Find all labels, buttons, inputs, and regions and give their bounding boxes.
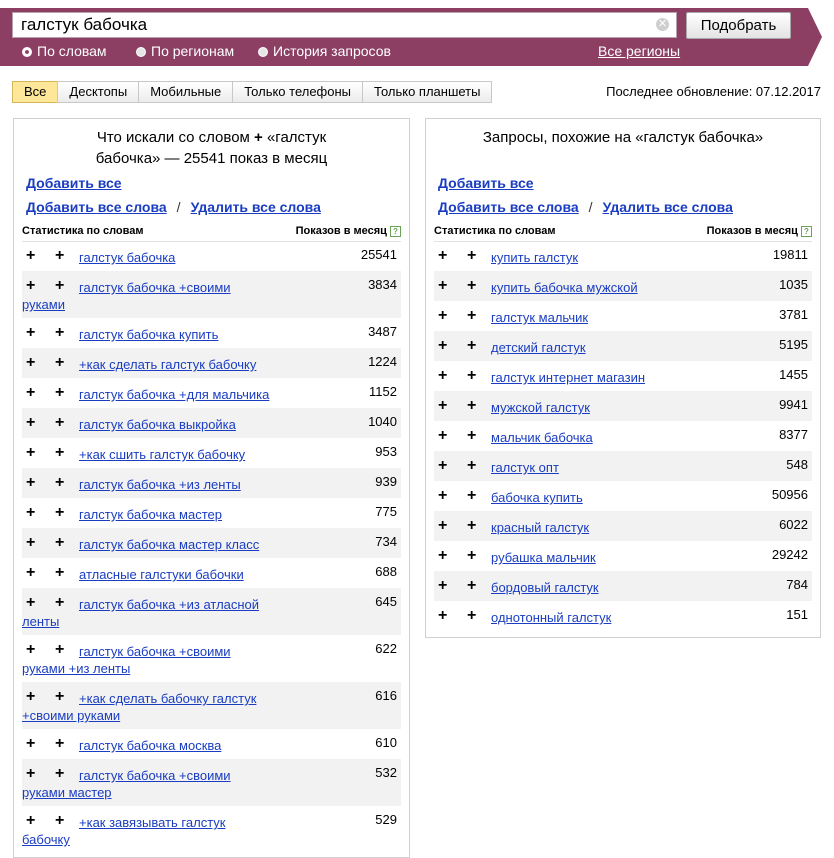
add-keyword-icon[interactable]: + [26,474,36,491]
impressions-count: 1035 [779,277,808,292]
add-keyword-exact-icon[interactable]: + [55,324,65,341]
table-row [22,759,401,806]
add-keyword-exact-icon[interactable]: + [55,534,65,551]
table-row [22,271,401,318]
add-keyword-icon[interactable]: + [438,517,448,534]
add-keyword-icon[interactable]: + [26,688,36,705]
add-keyword-exact-icon[interactable]: + [55,812,65,829]
table-header: Статистика по словам Показов в месяц ? [22,225,401,242]
keyword-link[interactable]: +как сделать бабочку галстук +своими руками [22,691,257,723]
impressions-count: 1152 [369,384,397,399]
impressions-count: 610 [375,735,397,750]
table-row [434,481,812,511]
add-keyword-icon[interactable]: + [438,457,448,474]
impressions-count: 9941 [779,397,808,412]
add-keyword-exact-icon[interactable]: + [467,307,477,324]
add-keyword-icon[interactable]: + [438,547,448,564]
add-all-link[interactable]: Добавить все [26,175,122,191]
add-keyword-exact-icon[interactable]: + [467,427,477,444]
impressions-count: 1040 [368,414,397,429]
add-keyword-exact-icon[interactable]: + [55,247,65,264]
keyword-link[interactable]: галстук бабочка мастер класс [79,537,260,552]
impressions-count: 734 [375,534,397,549]
add-keyword-exact-icon[interactable]: + [55,444,65,461]
impressions-count: 3834 [368,277,397,292]
add-keyword-icon[interactable]: + [26,354,36,371]
radio-icon [136,47,146,57]
table-row [22,806,401,853]
keyword-link[interactable]: бордовый галстук [491,580,599,595]
keyword-link[interactable]: галстук мальчик [491,310,589,325]
table-header: Статистика по словам Показов в месяц ? [434,225,812,242]
tab-phones-only[interactable]: Только телефоны [232,81,363,103]
search-input-value[interactable]: галстук бабочка [21,15,148,34]
help-icon[interactable]: ? [390,226,401,237]
submit-button[interactable]: Подобрать [686,12,791,39]
add-keyword-exact-icon[interactable]: + [467,337,477,354]
table-row [22,408,401,438]
word-actions: Добавить все слова / Удалить все слова [26,199,321,215]
keyword-link[interactable]: +как завязывать галстук бабочку [22,815,226,847]
add-keyword-exact-icon[interactable]: + [467,367,477,384]
impressions-count: 645 [375,594,397,609]
add-keyword-exact-icon[interactable]: + [55,688,65,705]
keyword-link[interactable]: мальчик бабочка [491,430,593,445]
add-keyword-exact-icon[interactable]: + [467,277,477,294]
add-keyword-icon[interactable]: + [26,504,36,521]
add-keyword-icon[interactable]: + [26,765,36,782]
table-row [22,348,401,378]
keyword-link[interactable]: рубашка мальчик [491,550,596,565]
table-row [434,361,812,391]
keyword-link[interactable]: красный галстук [491,520,590,535]
table-row [434,271,812,301]
keyword-link[interactable]: галстук бабочка +своими руками +из ленты [22,644,231,676]
add-keyword-icon[interactable]: + [26,414,36,431]
add-keyword-exact-icon[interactable]: + [467,487,477,504]
add-keyword-icon[interactable]: + [26,735,36,752]
panel-title: Запросы, похожие на «галстук бабочка» [482,129,764,146]
similar-queries-panel [425,118,821,638]
impressions-count: 5195 [779,337,808,352]
add-keyword-icon[interactable]: + [26,812,36,829]
keyword-link[interactable]: мужской галстук [491,400,590,415]
table-row [22,438,401,468]
impressions-count: 3781 [779,307,808,322]
keyword-link[interactable]: атласные галстуки бабочки [79,567,244,582]
table-row [22,635,401,682]
add-keyword-exact-icon[interactable]: + [55,277,65,294]
table-row [434,541,812,571]
add-keyword-icon[interactable]: + [26,444,36,461]
add-all-words-link[interactable]: Добавить все слова [438,199,579,215]
similar-queries-table [434,241,812,631]
search-input[interactable] [12,12,677,38]
add-keyword-icon[interactable]: + [438,487,448,504]
add-keyword-exact-icon[interactable]: + [467,397,477,414]
add-keyword-icon[interactable]: + [26,641,36,658]
add-keyword-exact-icon[interactable]: + [467,577,477,594]
add-keyword-icon[interactable]: + [438,367,448,384]
add-keyword-exact-icon[interactable]: + [55,735,65,752]
tab-mobile[interactable]: Мобильные [138,81,233,103]
add-keyword-icon[interactable]: + [26,384,36,401]
impressions-count: 3487 [368,324,397,339]
table-row [434,451,812,481]
impressions-count: 953 [375,444,397,459]
add-keyword-exact-icon[interactable]: + [467,517,477,534]
keyword-link[interactable]: бабочка купить [491,490,583,505]
table-row [434,301,812,331]
table-row [434,601,812,631]
impressions-count: 532 [375,765,397,780]
impressions-count: 622 [375,641,397,656]
add-keyword-icon[interactable]: + [26,277,36,294]
radio-icon [22,47,32,57]
table-row [434,421,812,451]
add-keyword-exact-icon[interactable]: + [55,414,65,431]
last-update-text: Последнее обновление: 07.12.2017 [606,84,821,99]
add-keyword-icon[interactable]: + [26,534,36,551]
impressions-count: 50956 [771,487,808,502]
keyword-link[interactable]: +как сшить галстук бабочку [79,447,246,462]
add-keyword-icon[interactable]: + [26,594,36,611]
impressions-count: 1224 [368,354,397,369]
mode-by-words[interactable]: По словам [22,43,107,59]
word-stats-panel [13,118,410,858]
table-row [434,571,812,601]
impressions-count: 19811 [772,247,808,262]
keyword-link[interactable]: галстук бабочка москва [79,738,222,753]
impressions-count: 529 [375,812,397,827]
add-keyword-icon[interactable]: + [26,247,36,264]
add-keyword-icon[interactable]: + [26,564,36,581]
table-row [434,391,812,421]
add-keyword-icon[interactable]: + [438,337,448,354]
add-keyword-exact-icon[interactable]: + [467,547,477,564]
keyword-link[interactable]: галстук бабочка +из ленты [79,477,241,492]
add-keyword-icon[interactable]: + [438,397,448,414]
radio-icon [258,47,268,57]
impressions-count: 1455 [779,367,808,382]
table-row [22,729,401,759]
keyword-link[interactable]: галстук бабочка +из атласной ленты [22,597,260,629]
word-stats-table [22,241,401,853]
add-keyword-exact-icon[interactable]: + [467,457,477,474]
remove-all-words-link[interactable]: Удалить все слова [602,199,733,215]
keyword-link[interactable]: галстук бабочка купить [79,327,219,342]
add-keyword-exact-icon[interactable]: + [55,564,65,581]
add-keyword-exact-icon[interactable]: + [55,504,65,521]
tab-all[interactable]: Все [12,81,58,103]
table-row [22,682,401,729]
regions-link[interactable]: Все регионы [598,43,681,59]
keyword-link[interactable]: галстук бабочка [79,250,176,265]
impressions-count: 939 [375,474,397,489]
tab-desktops[interactable]: Десктопы [57,81,139,103]
impressions-count: 688 [375,564,397,579]
remove-all-words-link[interactable]: Удалить все слова [190,199,321,215]
table-row [434,331,812,361]
add-keyword-icon[interactable]: + [438,247,448,264]
add-keyword-exact-icon[interactable]: + [55,641,65,658]
table-row [22,241,401,271]
table-row [22,558,401,588]
table-row [22,498,401,528]
add-keyword-exact-icon[interactable]: + [55,354,65,371]
add-keyword-icon[interactable]: + [26,324,36,341]
keyword-link[interactable]: галстук бабочка +для мальчика [79,387,270,402]
add-keyword-icon[interactable]: + [438,307,448,324]
keyword-link[interactable]: галстук интернет магазин [491,370,646,385]
help-icon[interactable]: ? [801,226,812,237]
keyword-link[interactable]: купить галстук [491,250,579,265]
add-keyword-icon[interactable]: + [438,427,448,444]
add-keyword-exact-icon[interactable]: + [55,594,65,611]
keyword-link[interactable]: детский галстук [491,340,586,355]
impressions-count: 151 [786,607,808,622]
word-actions: Добавить все слова / Удалить все слова [438,199,733,215]
keyword-link[interactable]: купить бабочка мужской [491,280,638,295]
impressions-count: 775 [375,504,397,519]
add-keyword-icon[interactable]: + [438,277,448,294]
impressions-count: 6022 [779,517,808,532]
panel-title: Что искали со словом + «галстук бабочка» — 25541 показ в месяц [95,129,328,167]
add-keyword-icon[interactable]: + [438,607,448,624]
add-keyword-exact-icon[interactable]: + [467,247,477,264]
keyword-link[interactable]: однотонный галстук [491,610,612,625]
keyword-link[interactable]: галстук бабочка +своими руками мастер [22,768,231,800]
mode-by-regions[interactable]: По регионам [136,43,234,59]
keyword-link[interactable]: галстук бабочка +своими руками [22,280,231,312]
keyword-link[interactable]: галстук бабочка выкройка [79,417,236,432]
device-tabs [13,81,492,103]
impressions-count: 616 [375,688,397,703]
impressions-count: 8377 [779,427,808,442]
add-keyword-exact-icon[interactable]: + [467,607,477,624]
impressions-count: 25541 [360,247,397,262]
tab-tablets-only[interactable]: Только планшеты [362,81,492,103]
table-row [434,511,812,541]
table-row [434,241,812,271]
add-keyword-exact-icon[interactable]: + [55,384,65,401]
add-all-link[interactable]: Добавить все [438,175,534,191]
table-row [22,468,401,498]
impressions-count: 784 [786,577,808,592]
keyword-link[interactable]: галстук бабочка мастер [79,507,222,522]
keyword-link[interactable]: галстук опт [491,460,559,475]
impressions-count: 548 [786,457,808,472]
add-all-words-link[interactable]: Добавить все слова [26,199,167,215]
add-keyword-icon[interactable]: + [438,577,448,594]
add-keyword-exact-icon[interactable]: + [55,474,65,491]
table-row [22,588,401,635]
table-row [22,318,401,348]
table-row [22,378,401,408]
keyword-link[interactable]: +как сделать галстук бабочку [79,357,257,372]
clear-icon[interactable]: ✕ [657,18,668,30]
mode-history[interactable]: История запросов [258,43,391,59]
table-row [22,528,401,558]
impressions-count: 29242 [771,547,808,562]
add-keyword-exact-icon[interactable]: + [55,765,65,782]
